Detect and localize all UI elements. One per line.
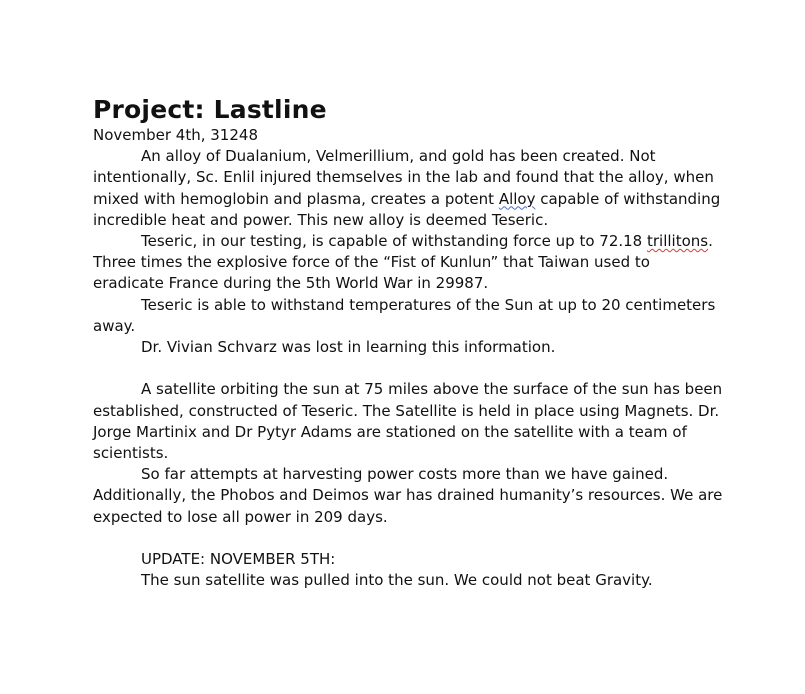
paragraph-text: Teseric, in our testing, is capable of withstanding force up to 72.18	[141, 232, 647, 251]
update-heading: UPDATE: NOVEMBER 5TH:	[141, 550, 336, 569]
misspelled-word[interactable]: trillitons	[647, 232, 709, 251]
paragraph-satellite: A satellite orbiting the sun at 75 miles above the surface of the sun has been established, constructed of Teseric. The Satellite is held in place using Magnets. Dr. Jorge Martinix and Dr Pytyr Adams are stationed on the satellite with a team of scientists.	[93, 380, 723, 463]
document-date: November 4th, 31248	[93, 126, 258, 144]
paragraph-text: An alloy of Dualanium, Velmerillium, and gold has been created. Not intentionally, Sc. Enlil injured themselves in the lab and found that the alloy, when mixed with hemoglobin and plasma, creates a potent	[93, 147, 714, 208]
blank-line	[93, 358, 723, 379]
paragraph-teseric-force	[93, 231, 723, 295]
blank-line	[93, 528, 723, 549]
paragraph-schvarz: Dr. Vivian Schvarz was lost in learning this information.	[141, 338, 556, 357]
paragraph-power-status: So far attempts at harvesting power costs more than we have gained. Additionally, the Phobos and Deimos war has drained humanity’s resources. We are expected to lose all power in 209 days.	[93, 465, 723, 526]
document-page[interactable]	[93, 95, 723, 591]
grammar-flagged-word[interactable]: Alloy	[498, 189, 536, 208]
paragraph-text: . Three times the explosive force of the “Fist of Kunlun” that Taiwan used to eradicate France during the 5th World War in 29987.	[93, 232, 713, 293]
paragraph-text: capable of withstanding incredible heat and power. This new alloy is deemed Teseric.	[93, 189, 721, 229]
paragraph-teseric-heat: Teseric is able to withstand temperatures of the Sun at up to 20 centimeters away.	[93, 295, 716, 335]
document-title: Project: Lastline	[93, 95, 327, 124]
paragraph-alloy-creation	[93, 146, 723, 231]
update-body: The sun satellite was pulled into the sun. We could not beat Gravity.	[141, 571, 653, 590]
